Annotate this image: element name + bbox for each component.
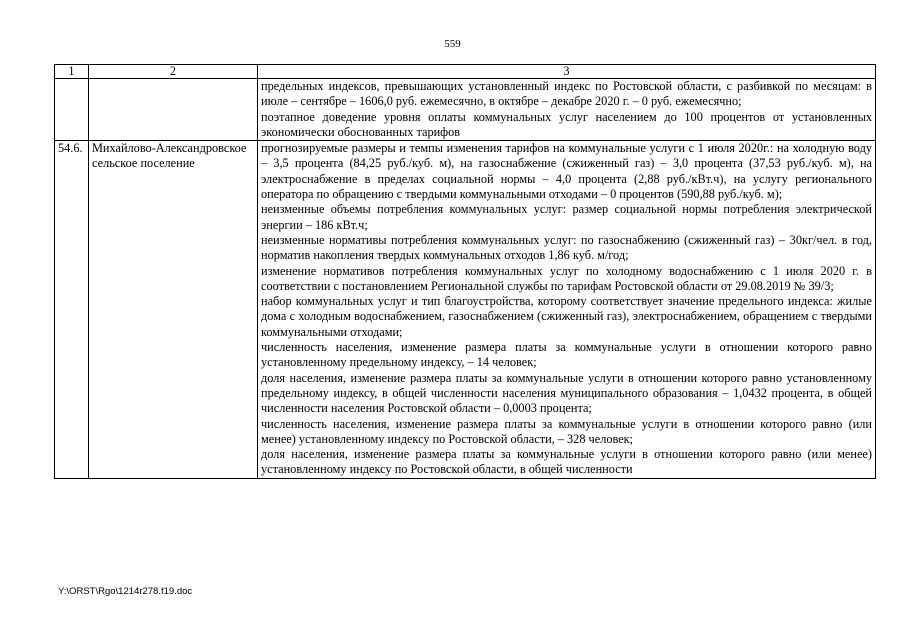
paragraph: предельных индексов, превышающих установленный индекс по Ростовской области, с разбивкой по месяцам: в июле – сентябре – 1606,0 руб. ежемесячно, в октябре – декабре 2020 г. – 0 руб. ежемесячно; (261, 79, 872, 109)
continuation-number-cell (55, 79, 89, 141)
paragraph: доля населения, изменение размера платы за коммунальные услуги в отношении которого равно установленному предельному индексу, в общей численности населения муниципального образования – 1,0432 процента, в общей численности населения Ростовской области – 0,0003 процента; (261, 370, 872, 416)
paragraph: прогнозируемые размеры и темпы изменения тарифов на коммунальные услуги с 1 июля 2020г.: на холодную воду – 3,5 процента (84,25 руб./куб. м), на газоснабжение (сжиженный газ) – 3,0 процента (37,53 руб./куб. м), на электроснабжение в пределах социальной нормы – 4,0 процента (2,88 руб./кВт.ч), на услугу регионального оператора по обращению с твердыми коммунальными отходами – 0 процентов (590,88 руб./куб. м); (261, 141, 872, 202)
document-table (54, 64, 876, 479)
paragraph: неизменные объемы потребления коммунальных услуг: размер социальной нормы потребления электрической энергии – 186 кВт.ч; (261, 202, 872, 232)
continuation-row (55, 79, 876, 141)
row-number: 54.6. (55, 141, 89, 479)
paragraph: численность населения, изменение размера платы за коммунальные услуги в отношении которого равно установленному предельному индексу, – 14 человек; (261, 340, 872, 370)
row-text-cell (258, 141, 876, 479)
paragraph: доля населения, изменение размера платы за коммунальные услуги в отношении которого равно (или менее) установленному индексу по Ростовской области, в общей численности (261, 447, 872, 477)
paragraph: численность населения, изменение размера платы за коммунальные услуги в отношении которого равно (или менее) установленному индексу по Ростовской области, – 328 человек; (261, 416, 872, 446)
table-row (55, 141, 876, 479)
continuation-text-cell (258, 79, 876, 141)
footer-file-path: Y:\ORST\Rgo\1214r278.f19.doc (58, 586, 193, 597)
table-header-row (55, 65, 876, 79)
page-number: 559 (444, 38, 461, 50)
continuation-name-cell (89, 79, 258, 141)
paragraph: набор коммунальных услуг и тип благоустройства, которому соответствует значение предельного индекса: жилые дома с холодным водоснабжением, газоснабжением (сжиженный газ), электроснабжением, обращением с твердыми коммунальными отходами; (261, 294, 872, 339)
paragraph: изменение нормативов потребления коммунальных услуг по холодному водоснабжению с 1 июля 2020 г. в соответствии с постановлением Региональной службы по тарифам Ростовской области от 29.08.2019 № 39/3; (261, 263, 872, 293)
column-header-3: 3 (258, 65, 876, 79)
paragraph: неизменные нормативы потребления коммунальных услуг: по газоснабжению (сжиженный газ) – 30кг/чел. в год, норматив накопления твердых коммунальных отходов 1,86 куб. м/год; (261, 232, 872, 263)
column-header-1: 1 (55, 65, 89, 79)
column-header-2: 2 (89, 65, 258, 79)
settlement-name: Михайлово-Александровское сельское поселение (89, 141, 258, 479)
paragraph: поэтапное доведение уровня оплаты коммунальных услуг населением до 100 процентов от установленных экономически обоснованных тарифов (261, 109, 872, 139)
